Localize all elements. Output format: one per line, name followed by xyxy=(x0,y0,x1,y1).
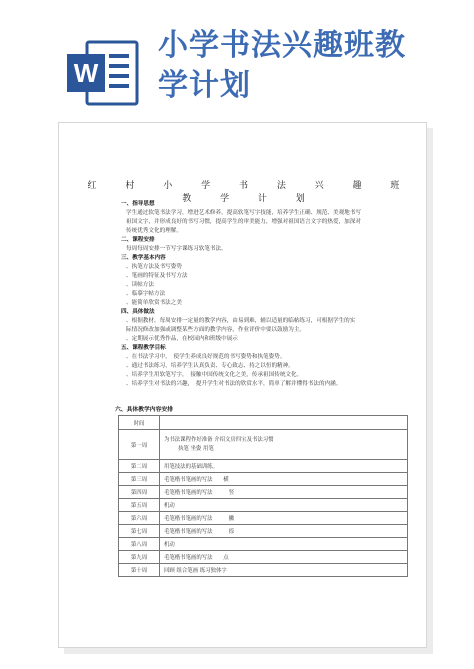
content-line: 毛笔楷书笔画的写法 横 xyxy=(164,477,229,483)
banner-title-line-1: 小学书法兴趣班教 xyxy=(158,28,406,63)
section-line: 、在书法学习中， 使学生养成良好规范的书写姿势和执笔姿势。 xyxy=(126,354,286,360)
content-cell xyxy=(160,564,408,577)
table-row xyxy=(119,538,408,551)
content-cell xyxy=(160,525,408,538)
table-row xyxy=(119,486,408,499)
table-header-row xyxy=(119,416,408,430)
table-row xyxy=(119,460,408,473)
banner xyxy=(0,0,474,135)
content-line: 为书法课程作好准备 介绍文房四宝及书法习惯 xyxy=(164,436,274,443)
section-heading: 二、课程安排 xyxy=(121,237,155,243)
content-cell xyxy=(160,473,408,486)
section-line: 、培养学生对书法的兴趣， 提升学生对书法的欣赏水平，简单了解并懂得书法的内涵。 xyxy=(126,381,342,387)
content-line: 执笔 坐姿 用笔 xyxy=(178,445,214,452)
banner-title xyxy=(158,26,458,106)
table-row xyxy=(119,430,408,460)
section-line: 、笔画的特征及书写方法 xyxy=(126,273,188,279)
section-line: 学生通过软笔书法学习，增进艺术修养，提高软笔写字技能，培养学生正确、规范、美观地书写 xyxy=(126,210,361,216)
word-document-icon xyxy=(63,40,143,106)
section-line: 、能简单欣赏书法之美 xyxy=(126,300,182,306)
section-line: 、通过书法练习，培养学生认真负责、专心致志、持之以恒的精神。 xyxy=(126,363,294,369)
section-line: 、读帖方法 xyxy=(126,282,154,288)
table-header-time: 时间 xyxy=(119,416,160,430)
content-line: 回顾 组合笔画 练习独体字 xyxy=(164,568,227,574)
table-row xyxy=(119,564,408,577)
section-line: 、根据教材，每周安排一定量的教学内容，由易到难，辅以适量的临帖练习，可根据学生的实 xyxy=(126,318,356,324)
week-cell: 第七周 xyxy=(119,525,160,538)
schedule-heading: 六、具体教学内容安排 xyxy=(115,407,173,413)
content-line: 毛笔楷书笔画的写法 竖 xyxy=(164,490,235,496)
content-line: 机动 xyxy=(164,503,175,509)
week-cell: 第三周 xyxy=(119,473,160,486)
week-cell: 第一周 xyxy=(119,430,160,460)
content-cell xyxy=(160,486,408,499)
section-line: 、定期展示优秀作品，在校园内和班级中展示 xyxy=(126,336,238,342)
content-line: 毛笔楷书笔画的写法 点 xyxy=(164,555,229,561)
section-heading: 一、指导思想 xyxy=(121,201,155,207)
week-cell: 第五周 xyxy=(119,499,160,512)
table-row xyxy=(119,525,408,538)
document-body xyxy=(121,200,416,389)
content-cell xyxy=(160,499,408,512)
week-cell: 第八周 xyxy=(119,538,160,551)
section-line: 每周每周安排一节写字课练习软笔书法。 xyxy=(126,246,227,252)
content-line: 机动 xyxy=(164,542,175,548)
section-heading: 三、教学基本内容 xyxy=(121,255,166,261)
table-row xyxy=(119,499,408,512)
week-cell: 第九周 xyxy=(119,551,160,564)
section-line: 传统优秀文化的理解。 xyxy=(126,228,182,234)
week-cell: 第六周 xyxy=(119,512,160,525)
schedule-table xyxy=(118,415,408,577)
content-cell xyxy=(160,551,408,564)
week-cell: 第十周 xyxy=(119,564,160,577)
content-cell xyxy=(160,430,408,460)
document-title: 红 村 小 学 书 法 兴 趣 班 教 学 计 划 xyxy=(87,181,413,204)
week-cell: 第四周 xyxy=(119,486,160,499)
content-line: 毛笔楷书笔画的写法 捺 xyxy=(164,529,235,535)
table-row xyxy=(119,473,408,486)
content-line: 用笔技法的基础训练。 xyxy=(164,464,218,470)
table-header-content xyxy=(160,416,408,430)
section-heading: 五、课程教学目标 xyxy=(121,345,166,351)
banner-title-line-2: 学计划 xyxy=(158,68,251,103)
content-cell xyxy=(160,512,408,525)
section-line: 、执笔方法及书写姿势 xyxy=(126,264,182,270)
table-row xyxy=(119,551,408,564)
section-line: 祖国文字，并形成良好的书写习惯，提高学生的审美能力，增强对祖国语言文字的热爱，加深对 xyxy=(126,219,361,225)
section-line: 、临摹字帖方法 xyxy=(126,291,166,297)
section-line: 际情况修改加强或调整某些方面的教学内容，作业评价中要以鼓励为主。 xyxy=(126,327,306,333)
content-line: 毛笔楷书笔画的写法 撇 xyxy=(164,516,235,522)
content-cell xyxy=(160,538,408,551)
word-logo-letter: W xyxy=(73,58,99,88)
content-cell xyxy=(160,460,408,473)
table-row xyxy=(119,512,408,525)
section-heading: 四、具体做法 xyxy=(121,309,155,315)
week-cell: 第二周 xyxy=(119,460,160,473)
section-line: 、培养学生用软笔写字， 接触中国传统文化之美，传承祖国传统文化。 xyxy=(126,372,303,378)
